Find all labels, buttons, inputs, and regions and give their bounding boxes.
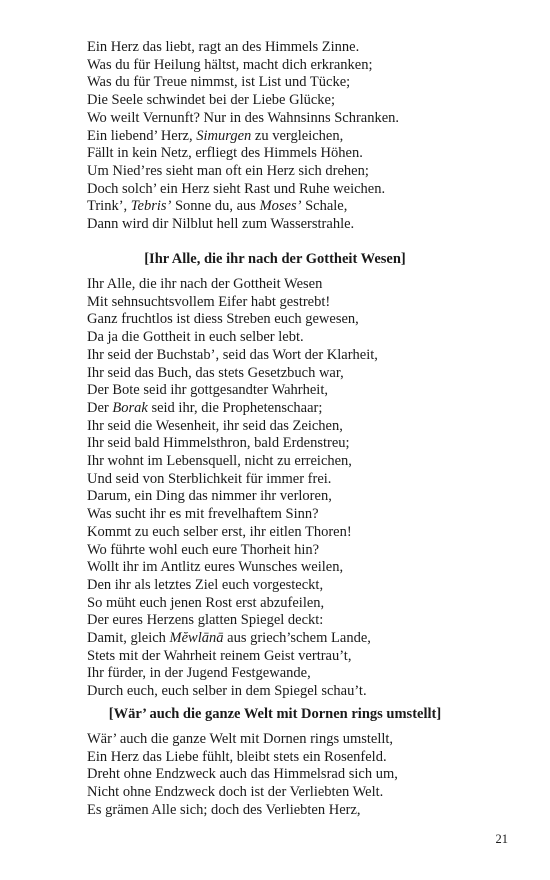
poem-heading-2 — [0, 250, 550, 268]
verse-line: Darum, ein Ding das nimmer ihr verloren, — [87, 488, 332, 505]
verse-line: So müht euch jenen Rost erst abzufeilen, — [87, 594, 325, 611]
verse-line: Kommt zu euch selber erst, ihr eitlen Thoren! — [87, 523, 352, 540]
verse-text: Damit, gleich — [87, 630, 170, 647]
verse-line: Wo führte wohl euch eure Thorheit hin? — [87, 541, 320, 558]
verse-line: Ihr Alle, die ihr nach der Gottheit Wesen — [87, 276, 323, 292]
verse-line: Doch solch’ ein Herz sieht Rast und Ruhe weichen. — [87, 180, 386, 197]
verse-line: Was du für Heilung hältst, macht dich erkranken; — [87, 56, 373, 73]
verse-text: Trink’, — [87, 198, 131, 215]
verse-line: Ihr seid die Wesenheit, ihr seid das Zeichen, — [87, 417, 343, 434]
verse-line: Den ihr als letztes Ziel euch vorgesteckt, — [87, 576, 324, 593]
verse-line: Ihr fürder, in der Jugend Festgewande, — [87, 665, 311, 682]
verse-line: Dann wird dir Nilblut hell zum Wasserstrahle. — [87, 216, 355, 233]
verse-text: Sonne du, aus — [171, 198, 260, 215]
verse-line: Wollt ihr im Antlitz eures Wunsches weilen, — [87, 559, 344, 576]
verse-line: Es grämen Alle sich; doch des Verliebten Herz, — [87, 801, 361, 818]
verse-line: Da ja die Gottheit in euch selber lebt. — [87, 329, 304, 346]
verse-line: Nicht ohne Endzweck doch ist der Verliebten Welt. — [87, 784, 384, 801]
verse-emphasis: Tebris’ — [130, 198, 172, 215]
verse-line: Wo weilt Vernunft? Nur in des Wahnsinns Schranken. — [87, 109, 400, 126]
verse-text: Ein liebend’ Herz, — [87, 127, 197, 144]
verse-line: Ein Herz das Liebe fühlt, bleibt stets ein Rosenfeld. — [87, 748, 387, 765]
verse-line — [87, 198, 527, 216]
verse-line: Ganz fruchtlos ist diess Streben euch gewesen, — [87, 311, 359, 328]
verse-line: Ihr seid das Buch, das stets Gesetzbuch war, — [87, 364, 344, 381]
verse-line: Um Nied’res sieht man oft ein Herz sich drehen; — [87, 162, 369, 179]
verse-line: Durch euch, euch selber in dem Spiegel schau’t. — [87, 683, 367, 700]
verse-line: Fällt in kein Netz, erfliegt des Himmels Höhen. — [87, 145, 363, 162]
poem-heading-3 — [0, 705, 550, 723]
verse-text: Schale, — [301, 198, 348, 215]
verse-emphasis: Simurgen — [196, 127, 252, 144]
verse-line: Und seid von Sterblichkeit für immer frei. — [87, 470, 332, 487]
verse-line — [87, 128, 527, 146]
verse-line: Die Seele schwindet bei der Liebe Glücke; — [87, 92, 336, 109]
verse-line: Dreht ohne Endzweck auch das Himmelsrad sich um, — [87, 766, 398, 783]
poem-stanza-3 — [87, 731, 527, 820]
verse-line: Ihr seid bald Himmelsthron, bald Erdenstreu; — [87, 435, 350, 452]
verse-text: seid ihr, die Prophetenschaar; — [147, 399, 323, 416]
verse-line: Ihr seid der Buchstab’, seid das Wort der Klarheit, — [87, 346, 378, 363]
verse-line: Der Bote seid ihr gottgesandter Wahrheit, — [87, 382, 328, 399]
verse-line: Mit sehnsuchtsvollem Eifer habt gestrebt! — [87, 293, 331, 310]
verse-line: Was du für Treue nimmst, ist List und Tücke; — [87, 74, 351, 91]
verse-line: Der eures Herzens glatten Spiegel deckt: — [87, 612, 324, 629]
verse-emphasis: Mĕwlānā — [169, 630, 224, 647]
verse-line: Stets mit der Wahrheit reinem Geist vertrau’t, — [87, 647, 352, 664]
verse-line: Wär’ auch die ganze Welt mit Dornen rings umstellt, — [87, 731, 394, 747]
verse-text: aus griech’schem Lande, — [223, 630, 371, 647]
verse-text: zu vergleichen, — [251, 127, 344, 144]
verse-line — [87, 630, 527, 648]
page-number: 21 — [495, 832, 508, 846]
verse-text: Der — [87, 399, 113, 416]
poem-heading-2-text: [Ihr Alle, die ihr nach der Gottheit Wesen] — [144, 251, 406, 267]
verse-line: Ein Herz das liebt, ragt an des Himmels Zinne. — [87, 39, 360, 55]
verse-line: Was sucht ihr es mit frevelhaftem Sinn? — [87, 506, 319, 523]
poem-stanza-2 — [87, 276, 527, 701]
verse-emphasis: Borak — [112, 399, 148, 416]
verse-emphasis: Moses’ — [259, 198, 302, 215]
verse-line: Ihr wohnt im Lebensquell, nicht zu erreichen, — [87, 453, 352, 470]
poem-stanza-1 — [87, 39, 527, 234]
poem-heading-3-text: [Wär’ auch die ganze Welt mit Dornen rings umstellt] — [108, 706, 442, 722]
verse-line — [87, 400, 527, 418]
